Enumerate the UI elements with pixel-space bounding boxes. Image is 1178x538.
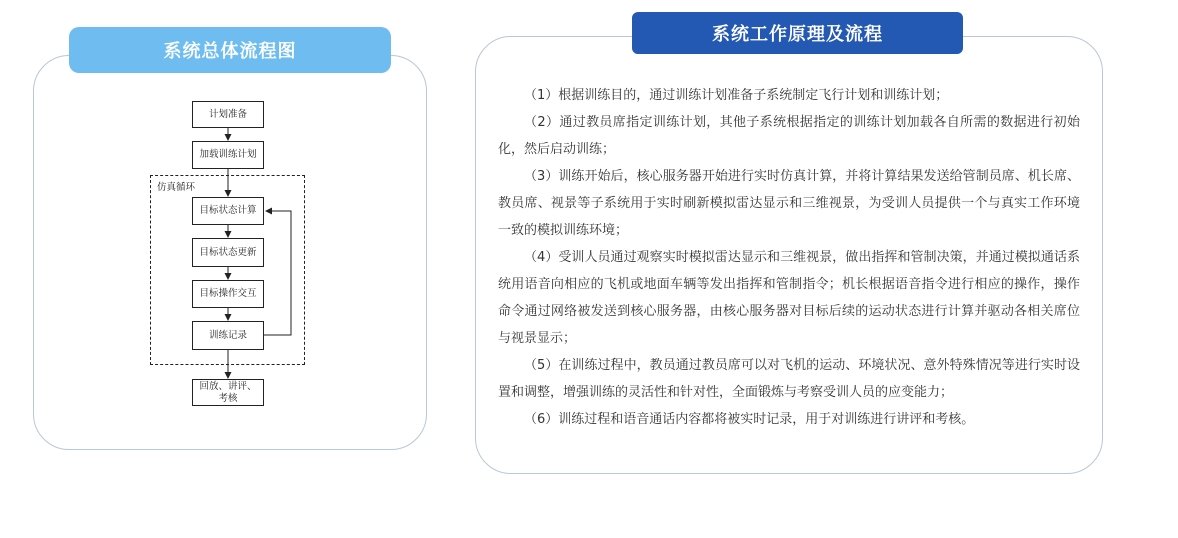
flow-step-target-operate: 目标操作交互 <box>192 280 264 308</box>
flow-step-plan: 计划准备 <box>192 101 264 128</box>
flow-step-target-calc: 目标状态计算 <box>192 197 264 225</box>
principle-title: 系统工作原理及流程 <box>632 12 963 54</box>
flow-step-review-line1: 回放、讲评、 <box>199 380 257 392</box>
flow-step-target-update: 目标状态更新 <box>192 238 264 267</box>
flow-step-training-record: 训练记录 <box>192 321 264 350</box>
principle-item: （5）在训练过程中，教员通过教员席可以对飞机的运动、环境状况、意外特殊情况等进行实时设置和调整，增强训练的灵活性和针对性，全面锻炼与考察受训人员的应变能力； <box>498 358 1080 400</box>
simulation-loop-label: 仿真循环 <box>157 182 196 193</box>
principle-item: （1）根据训练目的，通过训练计划准备子系统制定飞行计划和训练计划； <box>524 88 949 103</box>
flow-step-review <box>192 379 264 406</box>
flowchart-title: 系统总体流程图 <box>69 27 391 73</box>
principle-item: （4）受训人员通过观察实时模拟雷达显示和三维视景，做出指挥和管制决策，并通过模拟通话系统用语音向相应的飞机或地面车辆等发出指挥和管制指令；机长根据语音指令进行相应的操作，操作命令通过网络被发送到核心服务器，由核心服务器对目标后续的运动状态进行计算并驱动各相关席位与视景显示； <box>498 250 1080 346</box>
flow-step-load-plan: 加载训练计划 <box>192 141 264 169</box>
principle-list <box>498 82 1080 433</box>
arrow-record-loop-back <box>264 211 291 335</box>
principle-item: （2）通过教员席指定训练计划，其他子系统根据指定的训练计划加载各自所需的数据进行初始化，然后启动训练； <box>498 115 1080 157</box>
principle-item: （6）训练过程和语音通话内容都将被实时记录，用于对训练进行讲评和考核。 <box>524 412 975 427</box>
principle-item: （3）训练开始后，核心服务器开始进行实时仿真计算，并将计算结果发送给管制员席、机长席、教员席、视景等子系统用于实时刷新模拟雷达显示和三维视景，为受训人员提供一个与真实工作环境一致的模拟训练环境； <box>498 169 1080 238</box>
flow-step-review-line2: 考核 <box>218 392 238 404</box>
